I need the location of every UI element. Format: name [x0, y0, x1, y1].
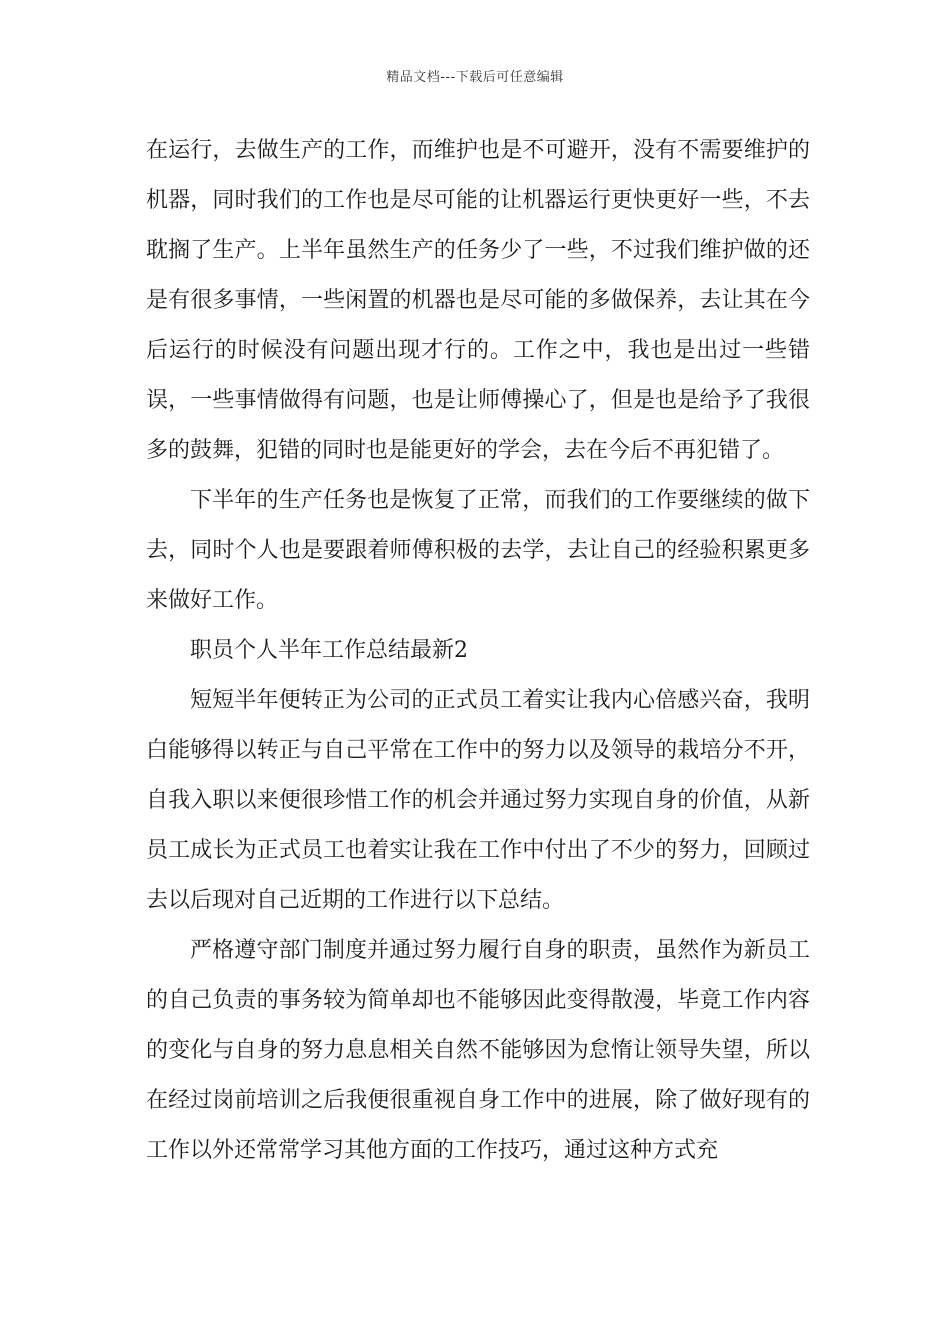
page-header: 精品文档---下载后可任意编辑 — [386, 70, 564, 85]
paragraph: 严格遵守部门制度并通过努力履行自身的职责，虽然作为新员工的自己负责的事务较为简单却也不能够因此变得散漫，毕竟工作内容的变化与自身的努力息息相关自然不能够因为怠惰让领导失望，所以在经过岗前培训之后我便很重视自身工作中的进展，除了做好现有的工作以外还常常学习其他方面的工作技巧，通过这种方式充 — [146, 938, 810, 1163]
document-body — [146, 126, 810, 1176]
paragraph: 下半年的生产任务也是恢复了正常，而我们的工作要继续的做下去，同时个人也是要跟着师傅积极的去学，去让自己的经验积累更多来做好工作。 — [146, 488, 810, 613]
paragraph-continuation: 在运行，去做生产的工作，而维护也是不可避开，没有不需要维护的机器，同时我们的工作也是尽可能的让机器运行更快更好一些，不去耽搁了生产。上半年虽然生产的任务少了一些，不过我们维护做的还是有很多事情，一些闲置的机器也是尽可能的多做保养，去让其在今后运行的时候没有问题出现才行的。工作之中，我也是出过一些错误，一些事情做得有问题，也是让师傅操心了，但是也是给予了我很多的鼓舞，犯错的同时也是能更好的学会，去在今后不再犯错了。 — [146, 138, 810, 463]
section-heading: 职员个人半年工作总结最新2 — [190, 638, 468, 663]
paragraph: 短短半年便转正为公司的正式员工着实让我内心倍感兴奋，我明白能够得以转正与自己平常在工作中的努力以及领导的栽培分不开，自我入职以来便很珍惜工作的机会并通过努力实现自身的价值，从新员工成长为正式员工也着实让我在工作中付出了不少的努力，回顾过去以后现对自己近期的工作进行以下总结。 — [146, 688, 810, 913]
